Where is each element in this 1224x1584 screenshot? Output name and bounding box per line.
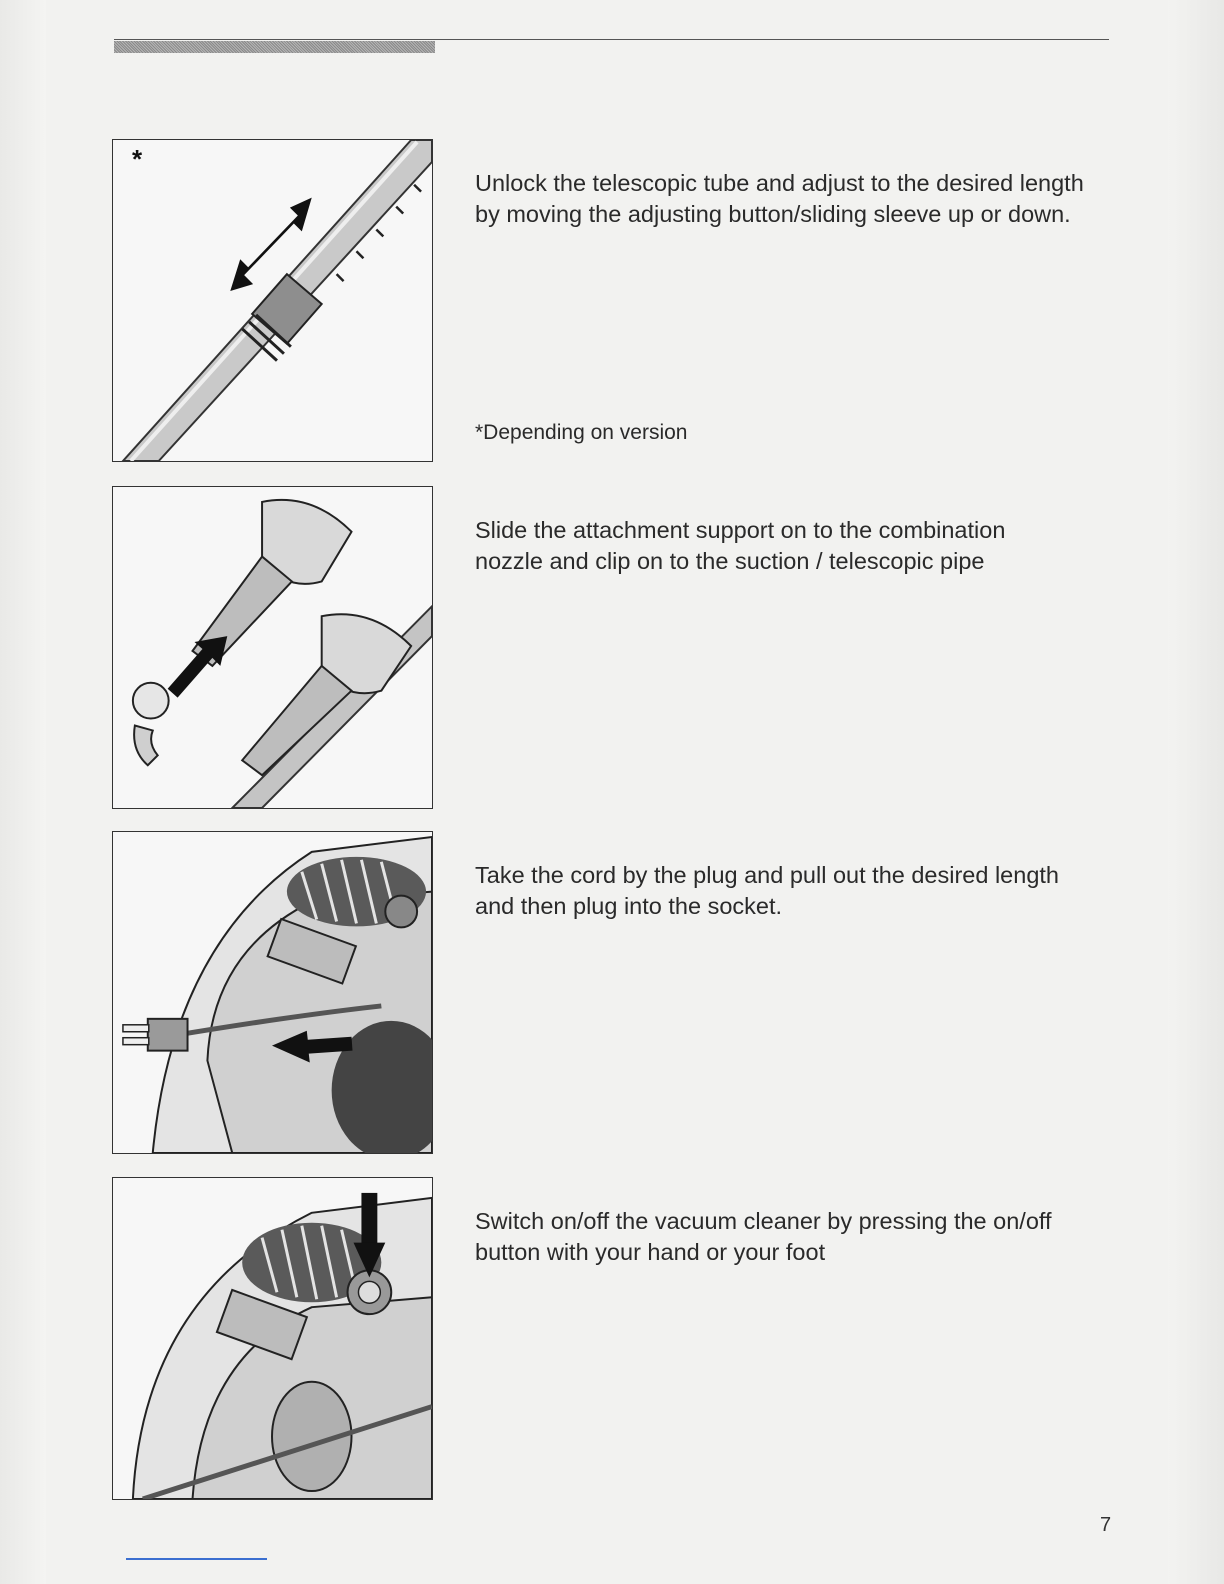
figure-cord-plug [112,831,433,1154]
figure-on-off-button [112,1177,433,1500]
figure-attachment-support [112,486,433,809]
step-text-telescopic-tube: Unlock the telescopic tube and adjust to the desired length by moving the adjusting button/sliding sleeve up or down. [475,170,1084,227]
attachment-support-illustration [113,487,432,808]
step-text-attachment-support: Slide the attachment support on to the combination nozzle and clip on to the suction / telescopic pipe [475,517,1006,574]
footer-line [126,1558,267,1560]
footnote: *Depending on version [475,421,688,444]
page-edge-left [0,0,46,1584]
step-text-cord-plug: Take the cord by the plug and pull out the desired length and then plug into the socket. [475,862,1059,919]
page-edge-right [1168,0,1224,1584]
figure-telescopic-tube [112,139,433,462]
header-rule [114,39,1109,40]
header-bar [114,41,435,53]
page-number: 7 [1100,1514,1112,1536]
telescopic-tube-illustration [113,140,432,461]
on-off-button-illustration [113,1178,432,1499]
step-text-on-off: Switch on/off the vacuum cleaner by pressing the on/off button with your hand or your foot [475,1208,1052,1265]
cord-plug-illustration [113,832,432,1153]
version-marker: * [132,144,143,174]
